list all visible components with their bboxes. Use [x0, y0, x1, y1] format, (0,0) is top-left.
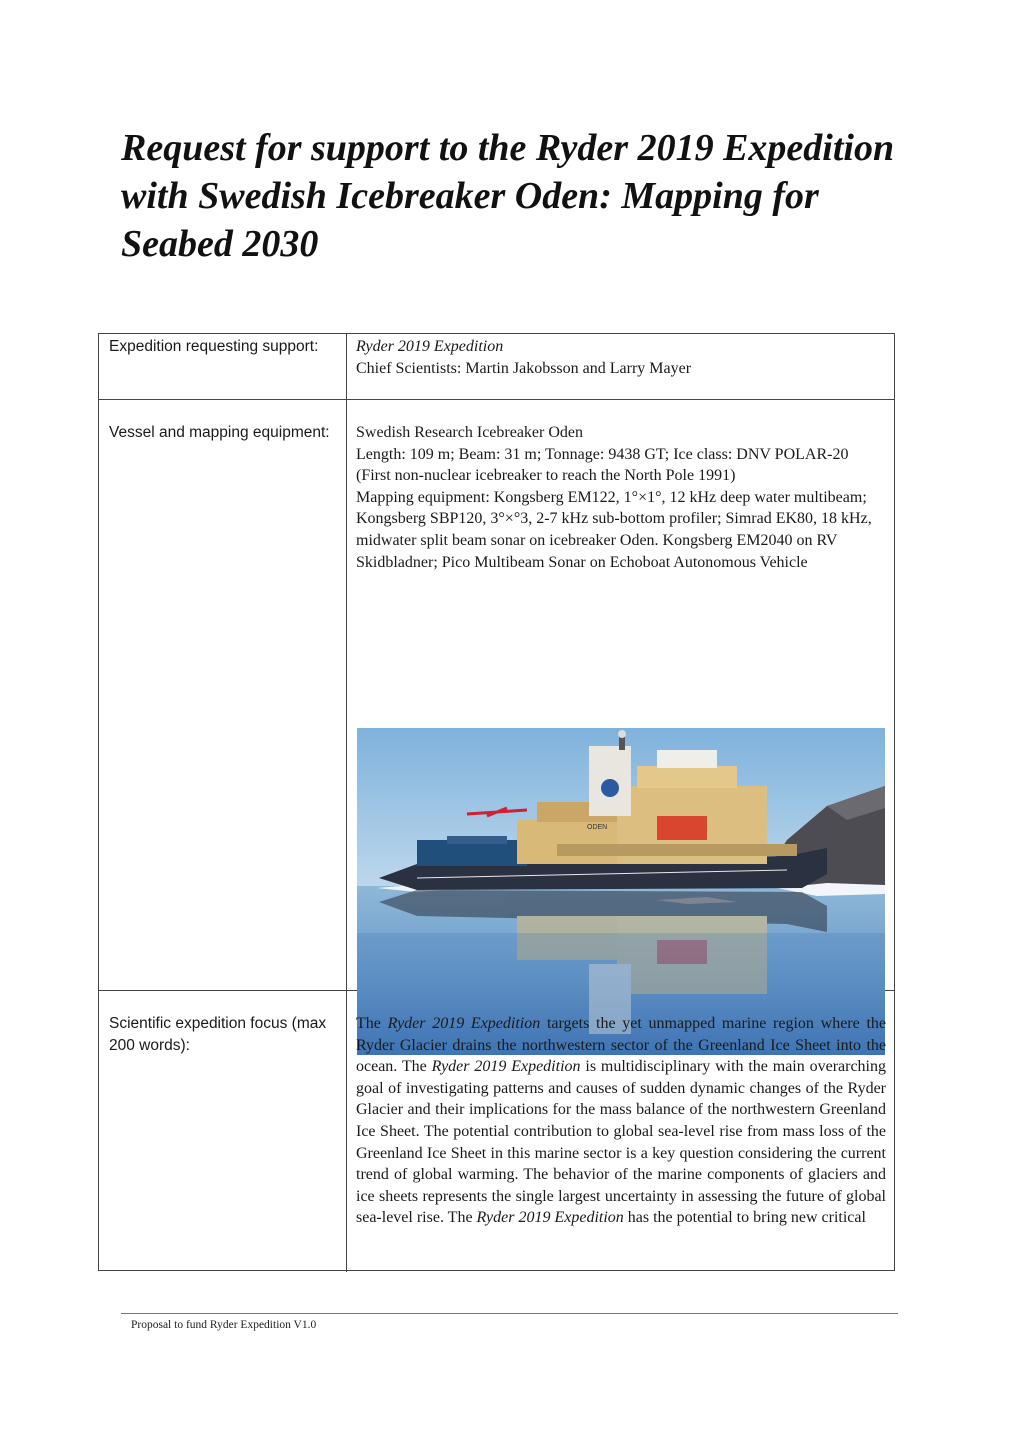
table-row-expedition: [99, 334, 894, 400]
page-footer: Proposal to fund Ryder Expedition V1.0: [131, 1319, 317, 1331]
expedition-label: Expedition requesting support:: [109, 338, 319, 355]
table-row-vessel: [99, 400, 894, 991]
hull-ship-name: ODEN: [587, 824, 608, 831]
focus-text: The Ryder 2019 Expedition targets the yet unmapped marine region where the Ryder Glacier drains the northwestern sector of the Greenland Ice Sheet into the ocean. The Ryder 2019 Expedition is multidisciplinary with the main overarching goal of investigating patterns and causes of sudden dynamic changes of the Ryder Glacier and their implications for the mass balance of the northwestern Greenland Ice Sheet. The potential contribution to global sea-level rise from mass loss of the Greenland Ice Sheet in this marine sector is a key question considering the current trend of global warming. The behavior of the marine components of glaciers and ice sheets represents the single largest uncertainty in assessing the future of global sea-level rise. The Ryder 2019 Expedition has the potential to bring new critical: [356, 1015, 887, 1227]
vessel-specs: Length: 109 m; Beam: 31 m; Tonnage: 9438 GT; Ice class: DNV POLAR-20 (First non-nuclear icebreaker to reach the North Pole 1991): [356, 445, 849, 485]
footer-rule: [121, 1313, 898, 1314]
document-title: Request for support to the Ryder 2019 Expedition with Swedish Icebreaker Oden: Mapping for Seabed 2030: [121, 127, 895, 265]
chief-scientists: Chief Scientists: Martin Jakobsson and Larry Mayer: [356, 359, 692, 377]
mapping-equipment: Mapping equipment: Kongsberg EM122, 1°×1°, 12 kHz deep water multibeam; Kongsberg SBP120, 3°×°3, 2-7 kHz sub-bottom profiler; Simrad EK80, 18 kHz, midwater split beam sonar on icebreaker Oden. Kongsberg EM2040 on RV Skidbladner; Pico Multibeam Sonar on Echoboat Autonomous Vehicle: [356, 488, 872, 571]
expedition-name: Ryder 2019 Expedition: [356, 338, 504, 355]
vessel-value: [356, 422, 886, 573]
focus-label: Scientific expedition focus (max 200 words):: [109, 1015, 327, 1054]
info-table: [98, 333, 895, 1271]
expedition-value: [356, 336, 886, 379]
vessel-label: Vessel and mapping equipment:: [109, 424, 330, 441]
table-row-focus: [99, 991, 894, 1272]
vessel-name: Swedish Research Icebreaker Oden: [356, 424, 584, 441]
